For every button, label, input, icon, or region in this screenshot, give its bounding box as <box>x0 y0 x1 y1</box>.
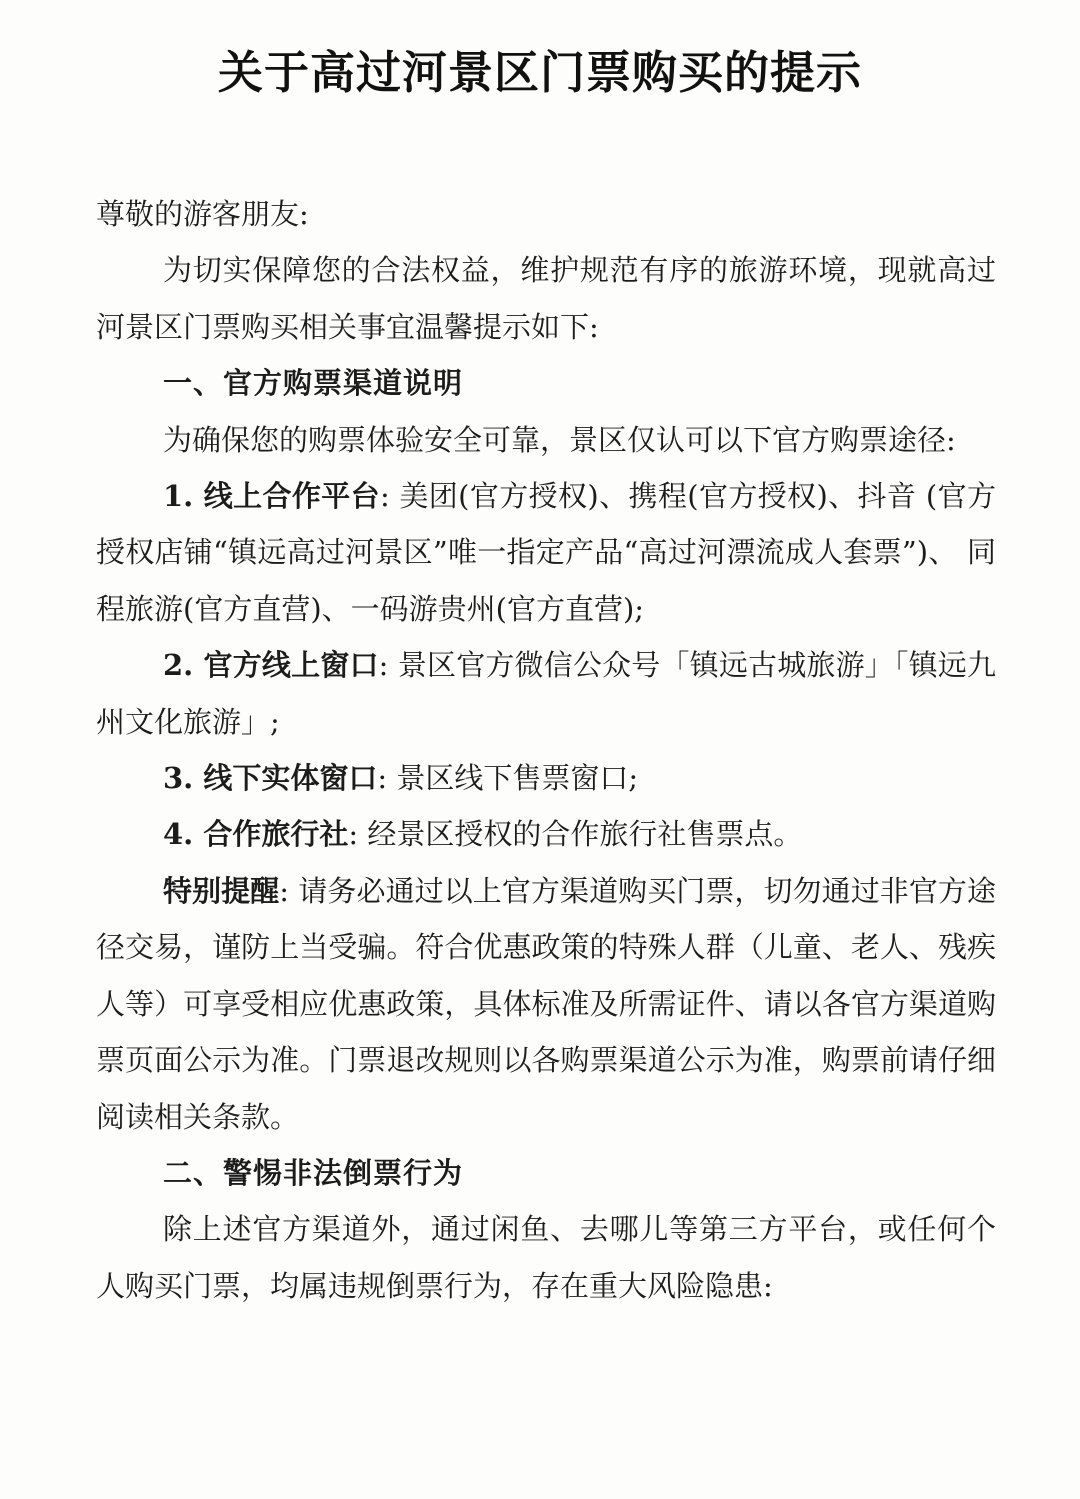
channel-item-text: : 经景区授权的合作旅行社售票点。 <box>348 817 803 852</box>
section-1-intro: 为确保您的购票体验安全可靠，景区仅认可以下官方购票途径: <box>163 422 956 457</box>
special-notice-label: 特别提醒 <box>163 873 280 908</box>
section-1-heading: 一、官方购票渠道说明 <box>163 366 464 401</box>
channel-item-text: : 美团(官方授权)、携程(官方授权)、抖音 (官方授权店铺“镇远高过河景区”唯一指定产品“高过河漂流成人套票”)、 同程旅游(官方直营)、一码游贵州(官方直营); <box>96 479 996 626</box>
intro-paragraph: 为切实保障您的合法权益，维护规范有序的旅游环境，现就高过河景区门票购买相关事宜温馨提示如下: <box>96 253 996 344</box>
channel-item-label: 3. 线下实体窗口 <box>163 761 378 796</box>
greeting: 尊敬的游客朋友: <box>96 197 309 231</box>
channel-item-text: : 景区线下售票窗口; <box>377 761 639 796</box>
channel-item-label: 4. 合作旅行社 <box>163 817 349 852</box>
channel-item-offline-window <box>96 750 996 806</box>
channel-item-official-online <box>96 637 996 750</box>
channel-item-online-platforms <box>96 468 996 637</box>
channel-item-travel-agency <box>96 806 996 862</box>
channel-item-label: 2. 官方线上窗口 <box>163 648 379 683</box>
section-2-intro: 除上述官方渠道外，通过闲鱼、去哪儿等第三方平台，或任何个人购买门票，均属违规倒票行为，存在重大风险隐患: <box>96 1212 996 1303</box>
document-body <box>96 186 996 1314</box>
channel-item-text: : 景区官方微信公众号「镇远古城旅游」「镇远九州文化旅游」; <box>96 648 996 739</box>
special-notice-text: : 请务必通过以上官方渠道购买门票，切勿通过非官方途径交易，谨防上当受骗。符合优惠政策的特殊人群（儿童、老人、残疾人等）可享受相应优惠政策，具体标准及所需证件、请以各官方渠道购票页面公示为准。门票退改规则以各购票渠道公示为准，购票前请仔细阅读相关条款。 <box>96 873 996 1134</box>
special-notice <box>96 863 996 1145</box>
section-2-heading: 二、警惕非法倒票行为 <box>163 1155 464 1190</box>
document-title: 关于高过河景区门票购买的提示 <box>217 46 862 99</box>
channel-item-label: 1. 线上合作平台 <box>163 479 381 514</box>
